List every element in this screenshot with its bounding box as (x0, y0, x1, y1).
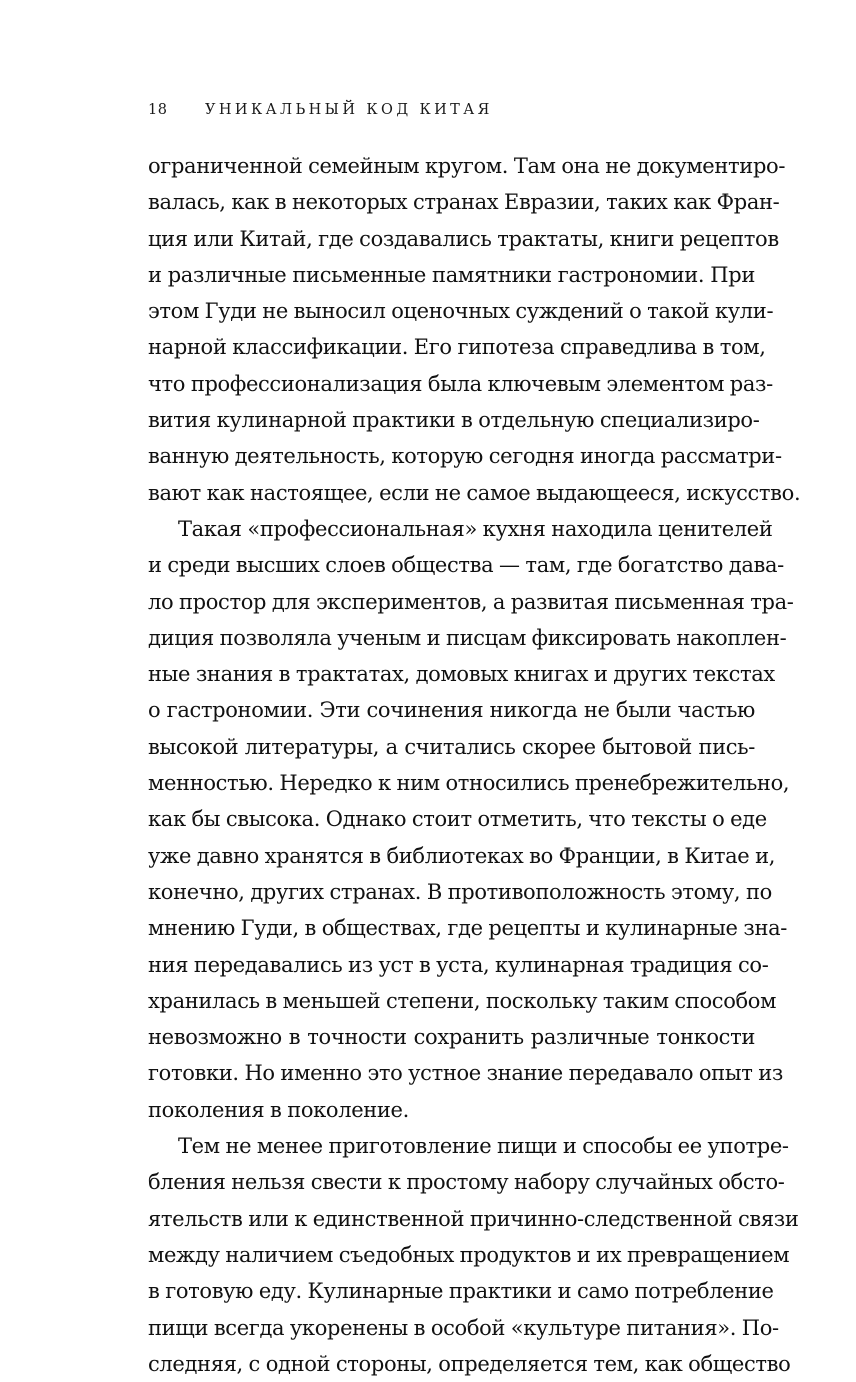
text-line: ло простор для экспериментов, а развитая письменная тра- (148, 589, 794, 614)
paragraph (148, 1128, 799, 1382)
text-line: менностью. Нередко к ним относились пренебрежительно, (148, 771, 790, 796)
text-line: валась, как в некоторых странах Евразии, таких как Фран- (148, 190, 780, 215)
text-line: нарной классификации. Его гипотеза справедлива в том, (148, 335, 766, 360)
text-line: высокой литературы, а считались скорее бытовой пись- (148, 734, 755, 759)
text-line: что профессионализация была ключевым элементом раз- (148, 371, 773, 396)
text-line: Такая «профессиональная» кухня находила ценителей (178, 516, 773, 541)
text-line: ные знания в трактатах, домовых книгах и других текстах (148, 662, 775, 687)
text-line: ция или Китай, где создавались трактаты, книги рецептов (148, 226, 779, 251)
text-line: диция позволяла ученым и писцам фиксировать накоплен- (148, 625, 787, 650)
text-line: невозможно в точности сохранить различные тонкости (148, 1025, 755, 1050)
text-line: бления нельзя свести к простому набору случайных обсто- (148, 1170, 785, 1195)
text-line: вают как настоящее, если не самое выдающееся, искусство. (148, 480, 801, 505)
text-line: хранилась в меньшей степени, поскольку таким способом (148, 988, 777, 1013)
text-line: мнению Гуди, в обществах, где рецепты и кулинарные зна- (148, 916, 788, 941)
book-title: УНИКАЛЬНЫЙ КОД КИТАЯ (205, 102, 493, 118)
text-line: ния передавались из уст в уста, кулинарная традиция со- (148, 952, 769, 977)
text-line: и среди высших слоев общества — там, где богатство дава- (148, 553, 784, 578)
text-line: Тем не менее приготовление пищи и способы ее употре- (178, 1134, 789, 1159)
text-line: вития кулинарной практики в отдельную специализиро- (148, 408, 760, 433)
text-line: конечно, других странах. В противоположность этому, по (148, 879, 772, 904)
text-line: и различные письменные памятники гастрономии. При (148, 262, 755, 287)
body-text (148, 148, 801, 1382)
text-line: следняя, с одной стороны, определяется тем, как общество (148, 1351, 791, 1376)
text-line: поколения в поколение. (148, 1097, 409, 1122)
text-line: ятельств или к единственной причинно-следственной связи (148, 1206, 799, 1231)
page-number: 18 (148, 102, 168, 118)
text-line: пищи всегда укоренены в особой «культуре питания». По- (148, 1315, 779, 1340)
paragraph (148, 148, 801, 511)
text-line: в готовую еду. Кулинарные практики и само потребление (148, 1279, 774, 1304)
text-line: готовки. Но именно это устное знание передавало опыт из (148, 1061, 783, 1086)
text-line: этом Гуди не выносил оценочных суждений о такой кули- (148, 299, 774, 324)
text-line: о гастрономии. Эти сочинения никогда не были частью (148, 698, 755, 723)
text-line: уже давно хранятся в библиотеках во Франции, в Китае и, (148, 843, 776, 868)
text-line: ванную деятельность, которую сегодня иногда рассматри- (148, 444, 782, 469)
running-head (148, 102, 755, 126)
paragraph (148, 511, 794, 1128)
text-line: как бы свысока. Однако стоит отметить, что тексты о еде (148, 807, 767, 832)
text-line: между наличием съедобных продуктов и их превращением (148, 1242, 790, 1267)
text-line: ограниченной семейным кругом. Там она не документиро- (148, 154, 786, 178)
